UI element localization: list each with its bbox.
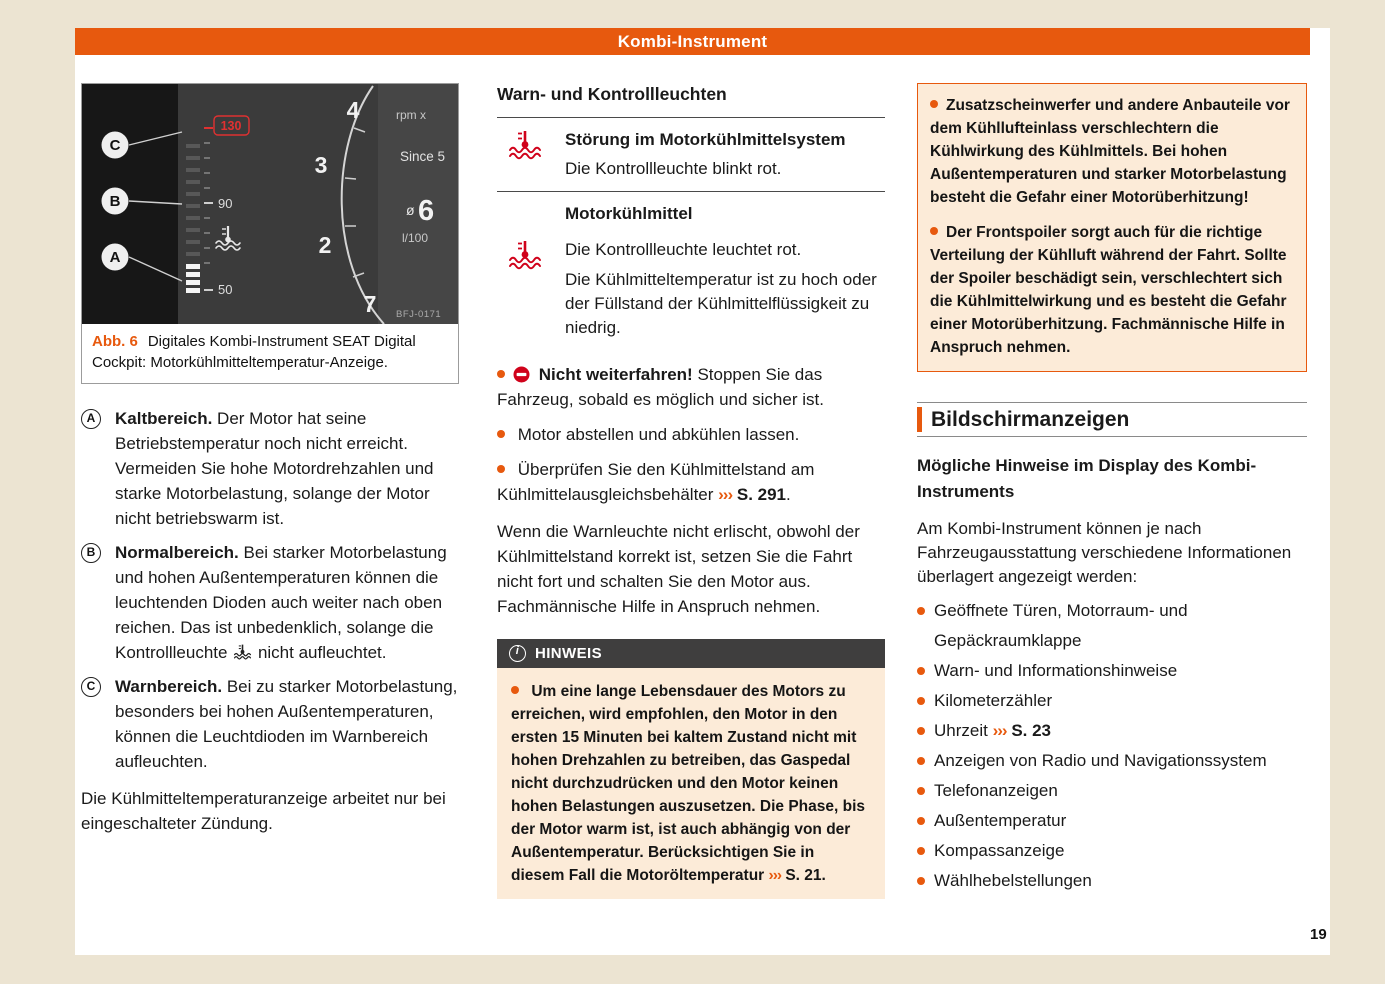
svg-text:4: 4 [346,97,360,123]
svg-text:rpm x: rpm x [396,108,426,122]
page-header-bar [75,28,1310,55]
bullet-dot-icon [511,686,519,694]
figure-label: Abb. 6 [92,333,138,350]
stop-icon [513,366,530,383]
temp-zone-item-warnbereich [81,674,459,774]
figure-caption [82,324,458,383]
caution-item [930,94,1294,209]
action-bullet [497,457,885,507]
svg-text:2: 2 [318,232,332,258]
manual-page [75,28,1330,955]
bullet-bold-text: Nicht weiterfahren! [538,365,693,384]
action-bullet [497,422,885,447]
left-column-footer: Die Kühlmitteltemperaturanzeige arbeitet nur bei eingeschalteter Zündung. [81,789,446,833]
bullet-dot-icon [497,430,505,438]
coolant-warning-icon [507,130,543,160]
bullet-dot-icon [497,370,505,378]
caution-text: Der Frontspoiler sorgt auch für die richtige Verteilung der Kühlluft während der Fahrt. Sollte der Spoiler beschädigt sein, verschlechtert sich die Kühlmittelwirkung und es besteht die Gefahr einer Motorüberhitzung. Fachmännische Hilfe in Anspruch nehmen. [930,224,1287,356]
warning-light-text: Die Kontrollleuchte blinkt rot. [565,159,782,178]
svg-text:Since 5: Since 5 [400,149,446,164]
bullet-text: Motor abstellen und abkühlen lassen. [517,425,800,444]
caution-item [930,221,1294,359]
list-item [917,596,1307,656]
reference-page: S. 21 [785,867,822,884]
reference-arrows-icon: ››› [718,485,733,504]
callout-marker-b [102,188,129,215]
section-heading-block [917,402,1307,437]
section-title: Bildschirmanzeigen [917,407,1307,432]
svg-text:130: 130 [220,119,242,133]
figure-box [81,83,459,384]
temp-zone-item-normalbereich [81,540,459,665]
right-column [917,83,1307,896]
note-text-suffix: . [821,867,826,884]
list-item-text: Geöffnete Türen, Motorraum- und Gepäckraumklappe [934,601,1188,650]
warning-light-title: Störung im Motorkühlmittelsystem [565,130,846,149]
svg-text:50: 50 [218,282,233,297]
caution-box [917,83,1307,372]
icon-cell [497,128,565,181]
svg-text:7: 7 [363,291,377,317]
warning-light-content [565,128,885,181]
temp-zone-title: Kaltbereich. [115,409,213,428]
page-number: 19 [1310,926,1327,943]
figure-caption-text: Digitales Kombi-Instrument SEAT Digital Cockpit: Motorkühlmitteltemperatur-Anzeige. [92,333,416,371]
left-column [81,83,459,836]
bullet-text-suffix: . [786,485,791,504]
temp-zone-title: Normalbereich. [115,543,239,562]
temp-zone-item-kaltbereich [81,406,459,531]
bullet-text: Stoppen Sie das Fahrzeug, sobald es möglich und sicher ist. [497,365,824,409]
instrument-cluster-image [82,84,458,324]
note-box [497,639,885,899]
intro-paragraph: Am Kombi-Instrument können je nach Fahrzeugausstattung verschiedene Informationen überlagert angezeigt werden: [917,519,1292,586]
reference-page: S. 291 [736,485,787,504]
list-item [917,686,1307,716]
note-header [497,639,885,668]
bullet-text: Überprüfen Sie den Kühlmittelstand am Kühlmittelausgleichsbehälter [497,460,815,504]
middle-column [497,83,885,899]
page-reference[interactable] [769,867,822,884]
bullet-dot-icon [930,100,938,108]
page-reference[interactable] [993,721,1051,740]
list-item-text: Außentemperatur [934,811,1067,830]
caution-text: Zusatzscheinwerfer und andere Anbauteile vor dem Kühllufteinlass verschlechtern die Kühlwirkung des Kühlmittels. Bei hohen Außentemperaturen und starker Motorbelastung besteht die Gefahr einer Motorüberhitzung! [930,97,1290,206]
temp-zone-text: Bei zu starker Motorbelastung, besonders bei hohen Außentemperaturen, können die Leuchtdioden im Warnbereich aufleuchten. [115,677,458,771]
warning-light-content [565,238,885,340]
list-item-text: Kilometerzähler [934,691,1053,710]
callout-marker-a [102,244,129,271]
svg-text:B: B [109,193,121,210]
callout-marker-c [102,132,129,159]
list-item-text: Kompassanzeige [934,841,1065,860]
display-hints-list [917,596,1307,896]
action-bullet [497,362,885,412]
warning-paragraph: Wenn die Warnleuchte nicht erlischt, obwohl der Kühlmittelstand korrekt ist, setzen Sie die Fahrt nicht fort und schalten Sie den Motor aus. Fachmännische Hilfe in Anspruch nehmen. [497,522,860,616]
svg-text:C: C [109,137,121,154]
reference-arrows-icon: ››› [992,721,1007,740]
page-reference[interactable] [718,485,786,504]
list-item [917,806,1307,836]
list-item [917,656,1307,686]
callout-a-marker: A [81,409,101,429]
list-item [917,746,1307,776]
temp-zone-title: Warnbereich. [115,677,223,696]
coolant-warning-icon [507,240,543,270]
list-item [917,866,1307,896]
temp-zone-text: Der Motor hat seine Betriebstemperatur noch nicht erreicht. Vermeiden Sie hohe Motordrehzahlen und starke Motorbelastung, solange der Motor nicht betriebswarm ist. [115,409,434,528]
image-code: BFJ-0171 [396,309,442,320]
list-item-text: Uhrzeit [934,721,988,740]
warning-lights-heading: Warn- und Kontrollleuchten [497,84,727,104]
warning-light-row [497,118,885,191]
list-item-text: Warn- und Informationshinweise [934,661,1178,680]
coolant-temp-icon [233,644,252,660]
list-item [917,776,1307,806]
divider [497,191,885,192]
temp-zone-text: nicht aufleuchtet. [257,643,387,662]
list-item [917,836,1307,866]
page-title: Kombi-Instrument [617,32,768,51]
warning-light-row [497,228,885,350]
svg-text:l/100: l/100 [402,231,429,245]
reference-arrows-icon: ››› [768,867,782,884]
warning-light-text: Die Kontrollleuchte leuchtet rot. [565,240,802,259]
svg-text:90: 90 [218,196,233,211]
list-item [917,716,1307,746]
svg-text:A: A [109,249,121,266]
warning-light-title: Motorkühlmittel [565,204,693,223]
note-title: HINWEIS [535,645,602,662]
temp-zone-text: Bei starker Motorbelastung und hohen Außentemperaturen können die leuchtenden Dioden auch weiter nach oben reichen. Das ist unbedenklich, solange die Kontrollleuchte [115,543,447,662]
info-icon [509,645,526,662]
callout-c-marker: C [81,677,101,697]
note-text: Um eine lange Lebensdauer des Motors zu erreichen, wird empfohlen, den Motor in den ersten 15 Minuten bei kaltem Zustand nicht mit hohen Drehzahlen zu betreiben, das Gaspedal nicht durchzudrücken und den Motor keinen hohen Belastungen auszusetzen. Die Phase, bis der Motor warm ist, ist auch abhängig von der Außentemperatur. Berücksichtigen Sie in diesem Fall die Motoröltemperatur [511,683,866,884]
note-body [497,668,885,899]
bullet-dot-icon [930,227,938,235]
callout-b-marker: B [81,543,101,563]
subsection-heading: Mögliche Hinweise im Display des Kombi-Instruments [917,456,1257,501]
list-item-text: Wählhebelstellungen [934,871,1092,890]
icon-cell [497,238,565,340]
svg-text:6: 6 [418,195,435,227]
list-item-text: Anzeigen von Radio und Navigationssystem [934,751,1267,770]
warning-light-text: Die Kühlmitteltemperatur ist zu hoch oder der Füllstand der Kühlmittelflüssigkeit zu niedrig. [565,270,877,337]
bullet-dot-icon [497,465,505,473]
reference-page: S. 23 [1011,721,1052,740]
svg-text:3: 3 [314,152,328,178]
svg-text:ø: ø [406,202,415,218]
list-item-text: Telefonanzeigen [934,781,1058,800]
